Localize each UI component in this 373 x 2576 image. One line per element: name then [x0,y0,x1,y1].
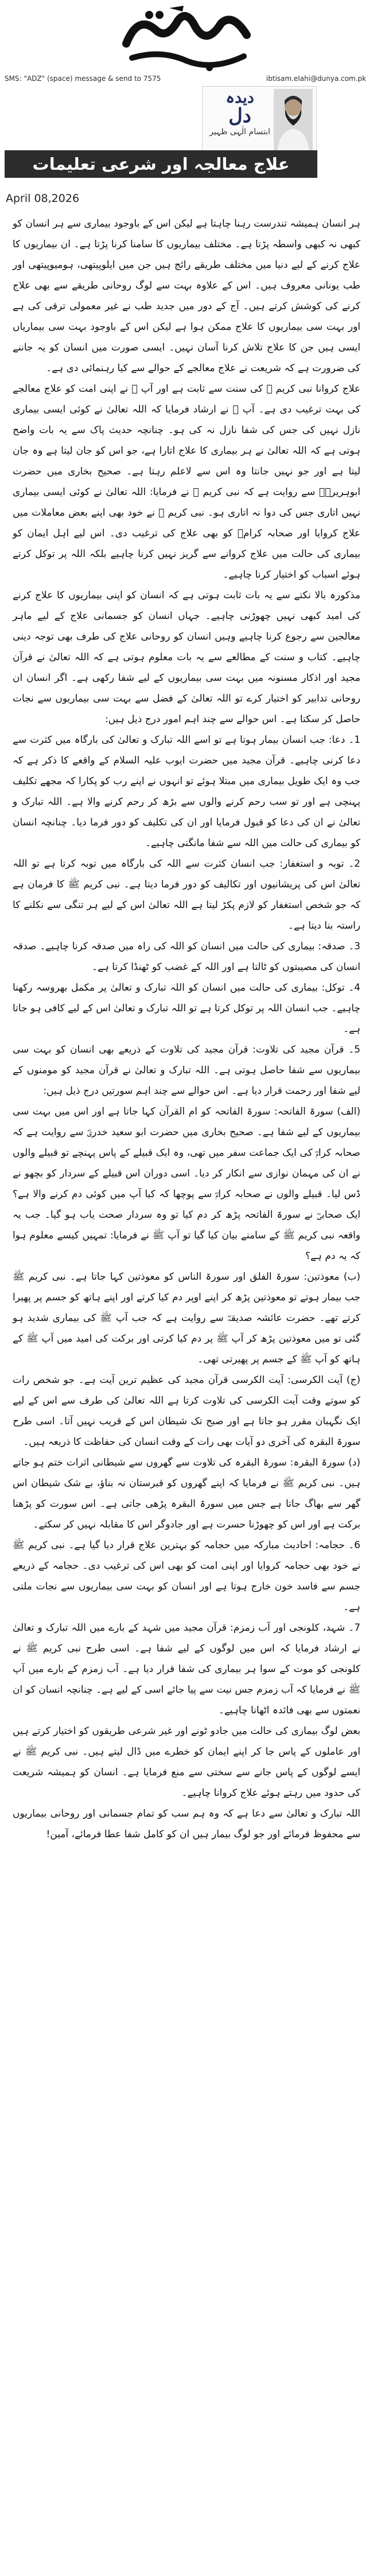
publish-date: April 08,2026 [6,192,80,205]
paragraph-10: (ب) معوذتین: سورۃ الفلق اور سورۃ الناس کو معوذتین کہا جاتا ہے۔ نبی کریم ﷺ جب بیمار ہوتے تو معوذتین پڑھ کر اپنے اوپر دم کیا کرتے اور اپنے ہاتھ کو جسم پر پھیرا کرتے تھے۔ حضرت عائشہ صدیقہؓ سے روایت ہے کہ جب آپ ﷺ کی بیماری شدید ہو گئی تو میں معوذتین پڑھ کر آپ ﷺ پر دم کیا کرتی اور برکت کی امید میں آپ ﷺ کے ہاتھ کو آپ ﷺ کے جسم پر پھیرتی تھی۔ [13,1271,360,1365]
paragraph-15: بعض لوگ بیماری کی حالت میں جادو ٹونے اور غیر شرعی طریقوں کو اختیار کرتے ہیں اور عاملوں کے پاس جا کر اپنے ایمان کو خطرے میں ڈال لیتے ہیں۔ نبی کریم ﷺ نے ایسے لوگوں کے پاس جانے سے سختی سے منع فرمایا ہے۔ انسان کو ہمیشہ شریعت کی حدود میں رہتے ہوئے علاج کروانا چاہیے۔ [13,1725,360,1799]
paragraph-4: 1۔ دعا: جب انسان بیمار ہوتا ہے تو اسے اللہ تبارک و تعالیٰ کی بارگاہ میں کثرت سے دعا کرنی چاہیے۔ قرآن مجید میں حضرت ایوب علیہ السلام کے واقعے کا ذکر ہے کہ جب وہ ایک طویل بیماری میں مبتلا ہوئے تو انہوں نے اپنے رب کو پکارا کہ مجھے تکلیف پہنچی ہے اور تو سب رحم کرنے والوں سے بڑھ کر رحم کرنے والا ہے۔ اللہ تبارک و تعالیٰ نے ان کی دعا کو قبول فرمایا اور ان کی تکلیف کو دور فرما دیا۔ چنانچہ انسان کو بیماری کی حالت میں اللہ سے شفا مانگنی چاہیے۔ [13,734,360,849]
paragraph-12: (د) سورۃ البقرہ: سورۃ البقرہ کی تلاوت سے گھروں سے شیطانی اثرات ختم ہو جاتے ہیں۔ نبی کریم ﷺ نے فرمایا کہ اپنے گھروں کو قبرستان نہ بناؤ، بے شک شیطان اس گھر سے بھاگ جاتا ہے جس میں سورۃ البقرہ پڑھی جاتی ہے۔ اس سورت کو پڑھنا برکت ہے اور اس کو چھوڑنا حسرت ہے اور جادوگر اس کا مقابلہ نہیں کر سکتے۔ [13,1457,360,1530]
column-title-line-1: دیدہ [226,89,254,107]
article-title: علاج معالجہ اور شرعی تعلیمات [5,150,317,178]
author-portrait-icon [274,89,313,152]
paragraph-14: 7۔ شہد، کلونجی اور آب زمزم: قرآن مجید میں شہد کے بارے میں اللہ تبارک و تعالیٰ نے ارشاد فرمایا کہ اس میں لوگوں کے لیے شفا ہے۔ اسی طرح نبی کریم ﷺ نے کلونجی کو موت کے سوا ہر بیماری کی شفا قرار دیا ہے۔ آب زمزم کے بارے میں آپ ﷺ نے فرمایا کہ آب زمزم جس نیت سے پیا جائے اسی کے لیے ہے۔ چنانچہ انسان کو ان نعمتوں سے بھی فائدہ اٹھانا چاہیے۔ [13,1622,360,1716]
paragraph-9: (الف) سورۃ الفاتحہ: سورۃ الفاتحہ کو ام القرآن کہا جاتا ہے اور اس میں بہت سی بیماریوں کے لیے شفا ہے۔ صحیح بخاری میں حضرت ابو سعید خدریؓ سے روایت ہے کہ صحابہ کرامؓ کی ایک جماعت سفر میں تھی، وہ ایک قبیلے کے پاس پہنچے تو قبیلے والوں نے ان کی مہمان نوازی سے انکار کر دیا۔ اسی دوران اس قبیلے کے سردار کو بچھو نے ڈس لیا۔ قبیلے والوں نے صحابہ کرامؓ سے پوچھا کہ کیا آپ میں کوئی دم کرنے والا ہے؟ ایک صحابیؓ نے سورۃ الفاتحہ پڑھ کر دم کیا تو وہ سردار صحت یاب ہو گیا۔ جب یہ واقعہ نبی کریم ﷺ کے سامنے بیان کیا گیا تو آپ ﷺ نے فرمایا: تمہیں کیسے معلوم ہوا کہ یہ دم ہے؟ [13,1106,360,1262]
paragraph-8: 5۔ قرآن مجید کی تلاوت: قرآن مجید کی تلاوت کے ذریعے بھی انسان کو بہت سی بیماریوں سے شفا حاصل ہوتی ہے۔ اللہ تبارک و تعالیٰ نے قرآن مجید کو مومنوں کے لیے شفا اور رحمت قرار دیا ہے۔ اس حوالے سے چند اہم سورتیں درج ذیل ہیں: [13,1044,360,1097]
paragraph-6: 3۔ صدقہ: بیماری کی حالت میں انسان کو اللہ کی راہ میں صدقہ کرنا چاہیے۔ صدقہ انسان کی مصیبتوں کو ٹالتا ہے اور اللہ کے غضب کو ٹھنڈا کرتا ہے۔ [13,941,360,973]
column-title-line-2: دل [228,104,251,128]
masthead-logo-icon [115,3,258,73]
paragraph-16: اللہ تبارک و تعالیٰ سے دعا ہے کہ وہ ہم سب کو تمام جسمانی اور روحانی بیماریوں سے محفوظ فرمائے اور جو لوگ بیمار ہیں ان کو کامل شفا عطا فرمائے، آمین! [13,1808,360,1840]
paragraph-13: 6۔ حجامہ: احادیث مبارکہ میں حجامہ کو بہترین علاج قرار دیا گیا ہے۔ نبی کریم ﷺ نے خود بھی حجامہ کروایا اور اپنی امت کو بھی اس کی ترغیب دی۔ حجامہ کے ذریعے جسم سے فاسد خون خارج ہوتا ہے اور انسان کو بہت سی بیماریوں سے نجات ملتی ہے۔ [13,1540,360,1613]
paragraph-2: علاج کروانا نبی کریم ﷺ کی سنت سے ثابت ہے اور آپ ﷺ نے اپنی امت کو علاج معالجے کی بہت ترغیب دی ہے۔ آپ ﷺ نے ارشاد فرمایا کہ اللہ تعالیٰ نے کوئی ایسی بیماری نازل نہیں کی جس کی شفا نازل نہ کی ہو۔ چنانچہ حدیث پاک سے یہ بات واضح ہوتی ہے کہ اللہ تعالیٰ نے ہر بیماری کا علاج اتارا ہے، جو اس کو جان لیتا ہے وہ جان لیتا ہے اور جو نہیں جانتا وہ اس سے لاعلم رہتا ہے۔ صحیح بخاری میں حضرت ابوہریرہؓ سے روایت ہے کہ نبی کریم ﷺ نے فرمایا: اللہ تعالیٰ نے کوئی ایسی بیماری نہیں اتاری جس کی دوا نہ اتاری ہو۔ نبی کریم ﷺ نے خود بھی اپنے بعض معاملات میں علاج کروایا اور صحابہ کرامؓ کو بھی علاج کی ترغیب دی۔ اس لیے اہل ایمان کو بیماری کی حالت میں علاج کروانے سے گریز نہیں کرنا چاہیے بلکہ اللہ پر توکل کرتے ہوئے اسباب کو اختیار کرنا چاہیے۔ [13,383,360,580]
paragraph-11: (ج) آیت الکرسی: آیت الکرسی قرآن مجید کی عظیم ترین آیت ہے۔ جو شخص رات کو سوتے وقت آیت الکرسی کی تلاوت کرتا ہے اللہ تعالیٰ کی طرف سے اس کے لیے ایک نگہبان مقرر ہو جاتا ہے اور صبح تک شیطان اس کے قریب نہیں آتا۔ اسی طرح سورۃ البقرہ کی آخری دو آیات بھی رات کے وقت انسان کی حفاظت کا ذریعہ ہیں۔ [13,1374,360,1448]
article-header [0,0,373,205]
column-title [208,90,271,137]
author-portrait [274,89,313,152]
paragraph-7: 4۔ توکل: بیماری کی حالت میں انسان کو اللہ تبارک و تعالیٰ پر مکمل بھروسہ رکھنا چاہیے۔ جب انسان اللہ پر توکل کرتا ہے تو اللہ تبارک و تعالیٰ اس کے لیے کافی ہو جاتا ہے۔ [13,982,360,1035]
sms-info: SMS: "ADZ" (space) message & send to 7575 [5,75,161,83]
newspaper-masthead [115,3,258,73]
paragraph-3: مذکورہ بالا نکتے سے یہ بات ثابت ہوتی ہے کہ انسان کو اپنی بیماریوں کا علاج کرنے کی امید کبھی نہیں چھوڑنی چاہیے۔ جہاں انسان کو جسمانی علاج کے لیے ماہر معالجین سے رجوع کرنا چاہیے وہیں انسان کو روحانی علاج کی طرف بھی توجہ دینی چاہیے۔ کتاب و سنت کے مطالعے سے یہ بات معلوم ہوتی ہے کہ اللہ تعالیٰ نے قرآن مجید اور اذکار مسنونہ میں بہت سی بیماریوں کے لیے شفا رکھی ہے۔ اگر انسان ان روحانی تدابیر کو اختیار کرے تو اللہ تعالیٰ کے فضل سے بہت سی بیماریوں سے نجات حاصل کر سکتا ہے۔ اس حوالے سے چند اہم امور درج ذیل ہیں: [13,590,360,725]
paragraph-5: 2۔ توبہ و استغفار: جب انسان کثرت سے اللہ کی بارگاہ میں توبہ کرتا ہے تو اللہ تعالیٰ اس کی پریشانیوں اور تکالیف کو دور فرما دیتا ہے۔ نبی کریم ﷺ کا فرمان ہے کہ جو شخص استغفار کو لازم پکڑ لیتا ہے اللہ تعالیٰ اس کے لیے ہر تنگی سے نکلنے کا راستہ بنا دیتا ہے۔ [13,858,360,932]
author-email: ibtisam.elahi@dunya.com.pk [266,75,366,83]
column-logo [202,86,317,155]
paragraph-1: ہر انسان ہمیشہ تندرست رہنا چاہتا ہے لیکن اس کے باوجود بیماری سے ہر انسان کو کبھی نہ کبھی واسطہ پڑتا ہے۔ مختلف بیماریوں کا سامنا کرنا پڑتا ہے۔ ان بیماریوں کا علاج کرنے کے لیے دنیا میں مختلف طریقے رائج ہیں جن میں ایلوپیتھی، ہومیوپیتھی اور طب یونانی معروف ہیں۔ اس کے علاوہ بہت سے لوگ روحانی طریقے سے بھی علاج کرنے کی کوشش کرتے ہیں۔ آج کے دور میں جدید طب نے غیر معمولی ترقی کی ہے اور بہت سی بیماریوں کا علاج ممکن ہوا ہے لیکن اس کے باوجود بہت سی بیماریاں ایسی ہیں جن کا علاج تلاش کرنا آسان نہیں۔ ایسی صورت میں انسان کو یہ جاننے کی ضرورت ہے کہ شریعت نے علاج معالجے کے حوالے سے کیا رہنمائی دی ہے۔ [13,218,360,374]
column-author-name: ابتسام الٰہی ظہیر [209,127,270,137]
article-body [13,213,360,1845]
